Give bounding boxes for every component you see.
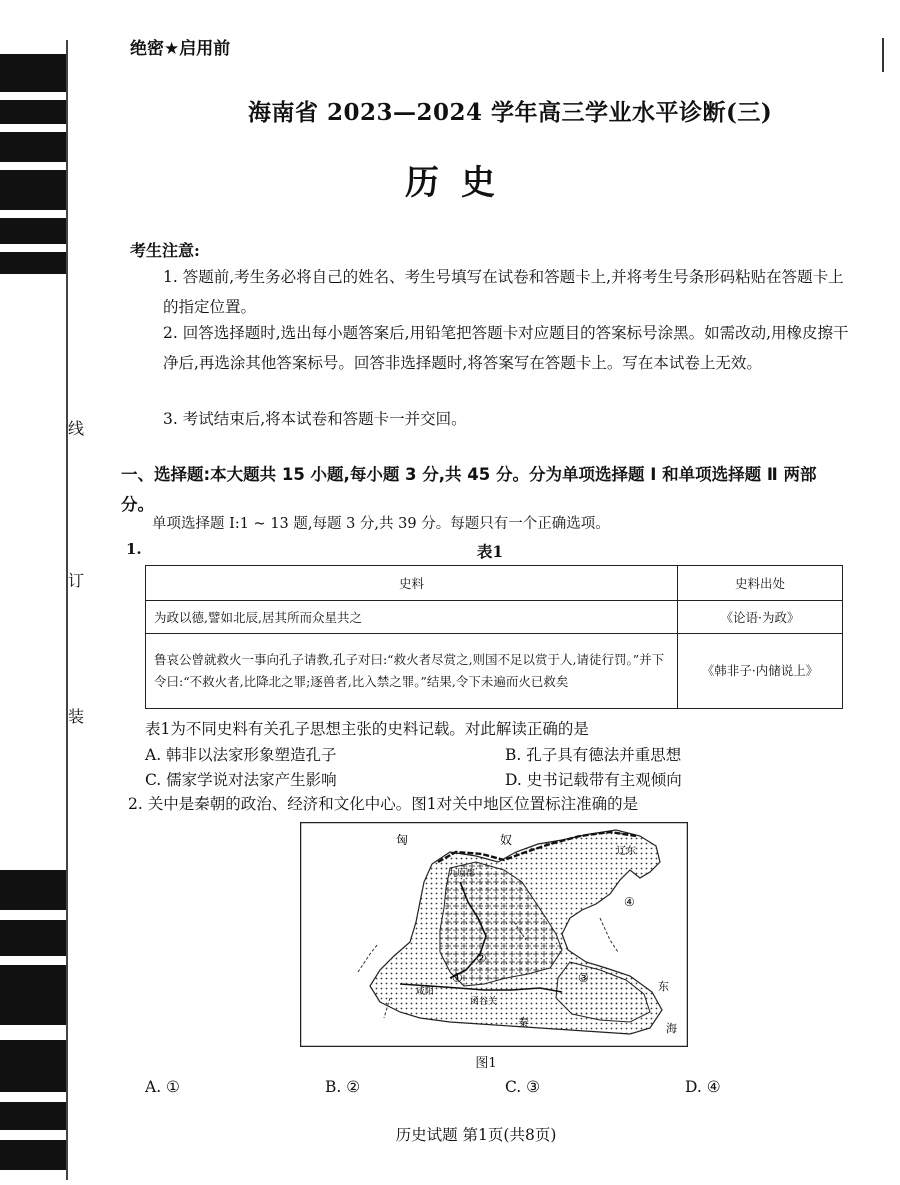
table-header: 史料 <box>146 566 678 601</box>
binding-margin <box>0 40 84 1185</box>
binding-bar <box>0 965 66 1025</box>
map-label: 东 <box>658 980 669 993</box>
option-a: A. 韩非以法家形象塑造孔子 <box>145 746 337 764</box>
table-row <box>146 601 843 634</box>
question-stem: 2. 关中是秦朝的政治、经济和文化中心。图1对关中地区位置标注准确的是 <box>128 795 639 813</box>
binding-bar <box>0 54 66 92</box>
map-label: 海 <box>666 1022 677 1035</box>
map-label: 咸阳 <box>416 987 435 997</box>
section-subheading: 单项选择题 Ⅰ:1 ~ 13 题,每题 3 分,共 39 分。每题只有一个正确选项。 <box>152 516 610 532</box>
table-cell: 鲁哀公曾就救火一事向孔子请教,孔子对曰:“救火者尽赏之,则国不足以赏于人,请徒行罚。”并下令曰:“不救火者,比降北之罪;逐兽者,比入禁之罪。”结果,令下未遍而火已救矣 <box>146 634 678 709</box>
source-table <box>145 565 843 709</box>
table-row <box>146 634 843 709</box>
secret-mark: 绝密★启用前 <box>130 39 231 59</box>
option-a: A. ① <box>145 1078 180 1096</box>
binding-bar <box>0 218 66 244</box>
binding-bar <box>0 252 66 274</box>
notice-item: 1. 答题前,考生务必将自己的姓名、考生号填写在试卷和答题卡上,并将考生号条形码粘贴在答题卡上的指定位置。 <box>163 268 844 316</box>
section-heading: 一、选择题:本大题共 15 小题,每小题 3 分,共 45 分。分为单项选择题 Ⅰ 和单项选择题 Ⅱ 两部分。 <box>121 465 817 514</box>
binding-bar <box>0 920 66 956</box>
table-cell: 为政以德,譬如北辰,居其所而众星共之 <box>146 601 678 634</box>
map-figure <box>300 822 688 1047</box>
map-marker: ③ <box>578 971 589 985</box>
binding-char-line: 线 <box>67 419 84 438</box>
question-number: 1. <box>126 540 142 558</box>
question-stem: 表1为不同史料有关孔子思想主张的史料记载。对此解读正确的是 <box>145 720 589 738</box>
binding-char-staple: 订 <box>67 571 84 590</box>
option-c: C. ③ <box>505 1078 541 1096</box>
map-label: 秦 <box>518 1016 529 1029</box>
table-header-row <box>146 566 843 601</box>
option-b: B. ② <box>325 1078 361 1096</box>
notice-item: 2. 回答选择题时,选出每小题答案后,用铅笔把答题卡对应题目的答案标号涂黑。如需改动,用橡皮擦干净后,再选涂其他答案标号。回答非选择题时,将答案写在答题卡上。写在本试卷上无效。 <box>163 324 849 372</box>
notice-heading: 考生注意: <box>130 241 200 260</box>
binding-bar <box>0 870 66 910</box>
option-b: B. 孔子具有德法并重思想 <box>505 746 682 764</box>
map-label: 匈 <box>396 833 409 847</box>
table-header: 史料出处 <box>678 566 843 601</box>
paper-title: 海南省 2023—2024 学年高三学业水平诊断(三) <box>248 99 773 126</box>
map-marker: ④ <box>624 895 635 909</box>
page-footer: 历史试题 第1页(共8页) <box>395 1126 557 1144</box>
map-marker: ② <box>476 951 487 965</box>
margin-rule <box>882 38 884 72</box>
binding-char-bind: 装 <box>67 707 84 726</box>
map-label: 九原郡 <box>448 869 476 879</box>
option-d: D. 史书记载带有主观倾向 <box>505 771 682 789</box>
figure-caption: 图1 <box>475 1056 497 1071</box>
option-d: D. ④ <box>685 1078 721 1096</box>
notice-item: 3. 考试结束后,将本试卷和答题卡一并交回。 <box>163 410 467 428</box>
binding-bar <box>0 100 66 124</box>
map-marker: ① <box>452 971 463 985</box>
table-title: 表1 <box>476 542 504 561</box>
subject-title: 历史 <box>405 163 517 203</box>
table-cell: 《韩非子·内储说上》 <box>678 634 843 709</box>
map-label: 函谷关 <box>470 997 498 1007</box>
map-label: 奴 <box>500 833 513 847</box>
map-label: 辽东 <box>616 846 636 857</box>
option-c: C. 儒家学说对法家产生影响 <box>145 771 337 789</box>
table-cell: 《论语·为政》 <box>678 601 843 634</box>
binding-line <box>66 40 68 1180</box>
